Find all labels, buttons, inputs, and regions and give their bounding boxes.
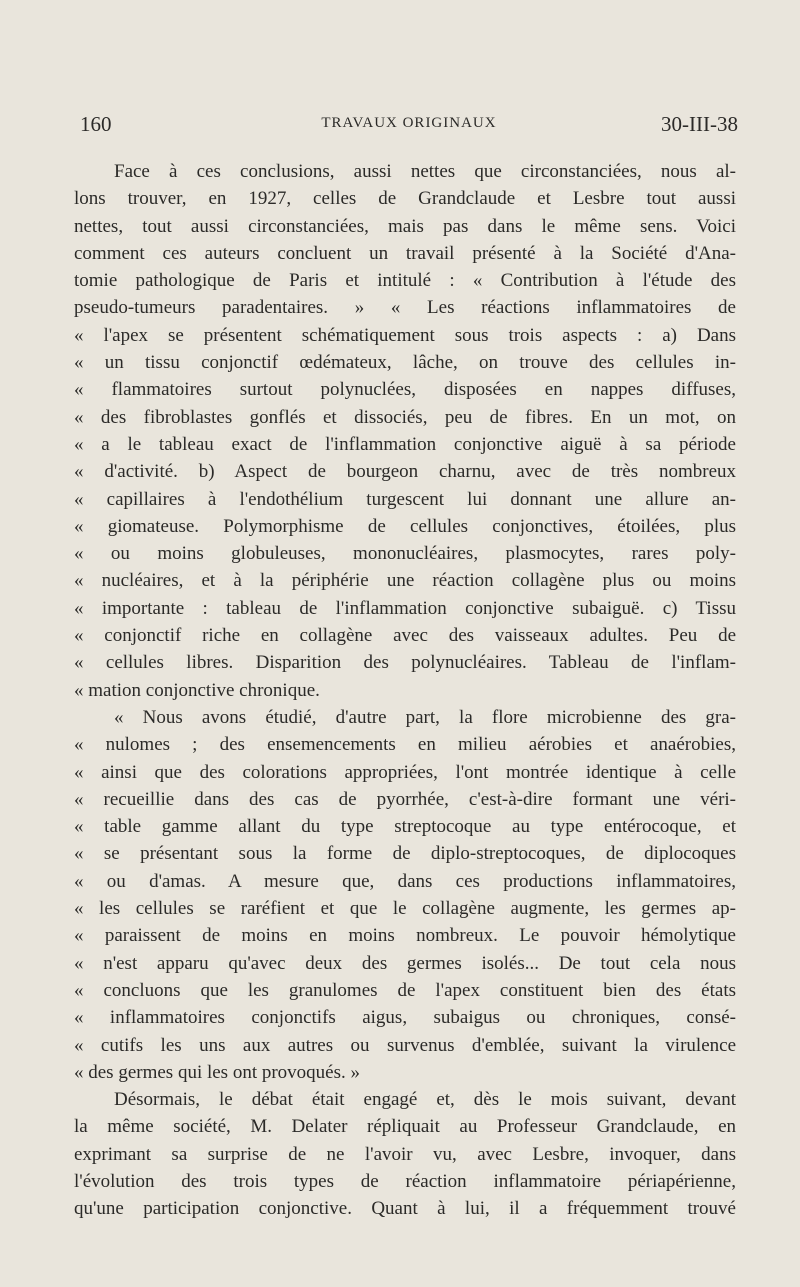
text-line: pseudo-tumeurs paradentaires. » « Les réactions inflammatoires de <box>74 297 736 319</box>
text-line: tomie pathologique de Paris et intitulé : « Contribution à l'étude des <box>74 270 736 292</box>
text-line: « mation conjonctive chronique. <box>74 679 320 701</box>
text-line: « cutifs les uns aux autres ou survenus d'emblée, suivant la virulence <box>74 1034 736 1056</box>
text-line: « se présentant sous la forme de diplo-streptocoques, de diplocoques <box>74 843 736 865</box>
text-line: « flammatoires surtout polynuclées, disposées en nappes diffuses, <box>74 379 736 401</box>
text-line: « importante : tableau de l'inflammation conjonctive subaiguë. c) Tissu <box>74 597 736 619</box>
text-line: « n'est apparu qu'avec deux des germes isolés... De tout cela nous <box>74 952 736 974</box>
text-line: « nucléaires, et à la périphérie une réaction collagène plus ou moins <box>74 570 736 592</box>
text-line: « des fibroblastes gonflés et dissociés, peu de fibres. En un mot, on <box>74 406 736 428</box>
page-number: 160 <box>80 112 112 136</box>
text-line: « paraissent de moins en moins nombreux. Le pouvoir hémolytique <box>74 925 736 947</box>
text-line: « concluons que les granulomes de l'apex constituent bien des états <box>74 979 736 1001</box>
text-line: « a le tableau exact de l'inflammation conjonctive aiguë à sa période <box>74 433 736 455</box>
text-line: lons trouver, en 1927, celles de Grandclaude et Lesbre tout aussi <box>74 188 736 210</box>
text-line: qu'une participation conjonctive. Quant à lui, il a fréquemment trouvé <box>74 1198 736 1220</box>
body-text <box>74 158 736 1223</box>
running-header <box>80 112 738 142</box>
text-line: « conjonctif riche en collagène avec des vaisseaux adultes. Peu de <box>74 625 736 647</box>
text-line: l'évolution des trois types de réaction inflammatoire périapérienne, <box>74 1170 736 1192</box>
text-line: la même société, M. Delater répliquait au Professeur Grandclaude, en <box>74 1116 736 1138</box>
text-line: « ou moins globuleuses, mononucléaires, plasmocytes, rares poly- <box>74 543 736 565</box>
text-line: « ou d'amas. A mesure que, dans ces productions inflammatoires, <box>74 870 736 892</box>
text-line: Face à ces conclusions, aussi nettes que circonstanciées, nous al- <box>114 161 736 182</box>
text-line: « giomateuse. Polymorphisme de cellules conjonctives, étoilées, plus <box>74 515 736 537</box>
running-title: TRAVAUX ORIGINAUX <box>321 115 497 131</box>
text-line: « d'activité. b) Aspect de bourgeon charnu, avec de très nombreux <box>74 461 736 483</box>
text-line: « capillaires à l'endothélium turgescent lui donnant une allure an- <box>74 488 736 510</box>
issue-date: 30-III-38 <box>661 112 738 136</box>
text-line: « un tissu conjonctif œdémateux, lâche, on trouve des cellules in- <box>74 352 736 374</box>
text-line: Désormais, le débat était engagé et, dès le mois suivant, devant <box>114 1089 736 1111</box>
text-line: exprimant sa surprise de ne l'avoir vu, avec Lesbre, invoquer, dans <box>74 1143 736 1165</box>
text-line: « table gamme allant du type streptocoque au type entérocoque, et <box>74 816 736 838</box>
text-line: « ainsi que des colorations appropriées, l'ont montrée identique à celle <box>74 761 736 783</box>
text-line: « Nous avons étudié, d'autre part, la flore microbienne des gra- <box>114 706 736 728</box>
text-line: « l'apex se présentent schématiquement sous trois aspects : a) Dans <box>74 324 736 346</box>
text-line: « inflammatoires conjonctifs aigus, subaigus ou chroniques, consé- <box>74 1007 736 1029</box>
text-line: « recueillie dans des cas de pyorrhée, c'est-à-dire formant une véri- <box>74 788 736 810</box>
text-line: « des germes qui les ont provoqués. » <box>74 1061 361 1083</box>
text-line: « les cellules se raréfient et que le collagène augmente, les germes ap- <box>74 898 736 920</box>
text-line: nettes, tout aussi circonstanciées, mais pas dans le même sens. Voici <box>74 215 736 237</box>
text-line: « nulomes ; des ensemencements en milieu aérobies et anaérobies, <box>74 734 736 756</box>
text-line: « cellules libres. Disparition des polynucléaires. Tableau de l'inflam- <box>74 652 736 674</box>
text-line: comment ces auteurs concluent un travail présenté à la Société d'Ana- <box>74 242 736 264</box>
